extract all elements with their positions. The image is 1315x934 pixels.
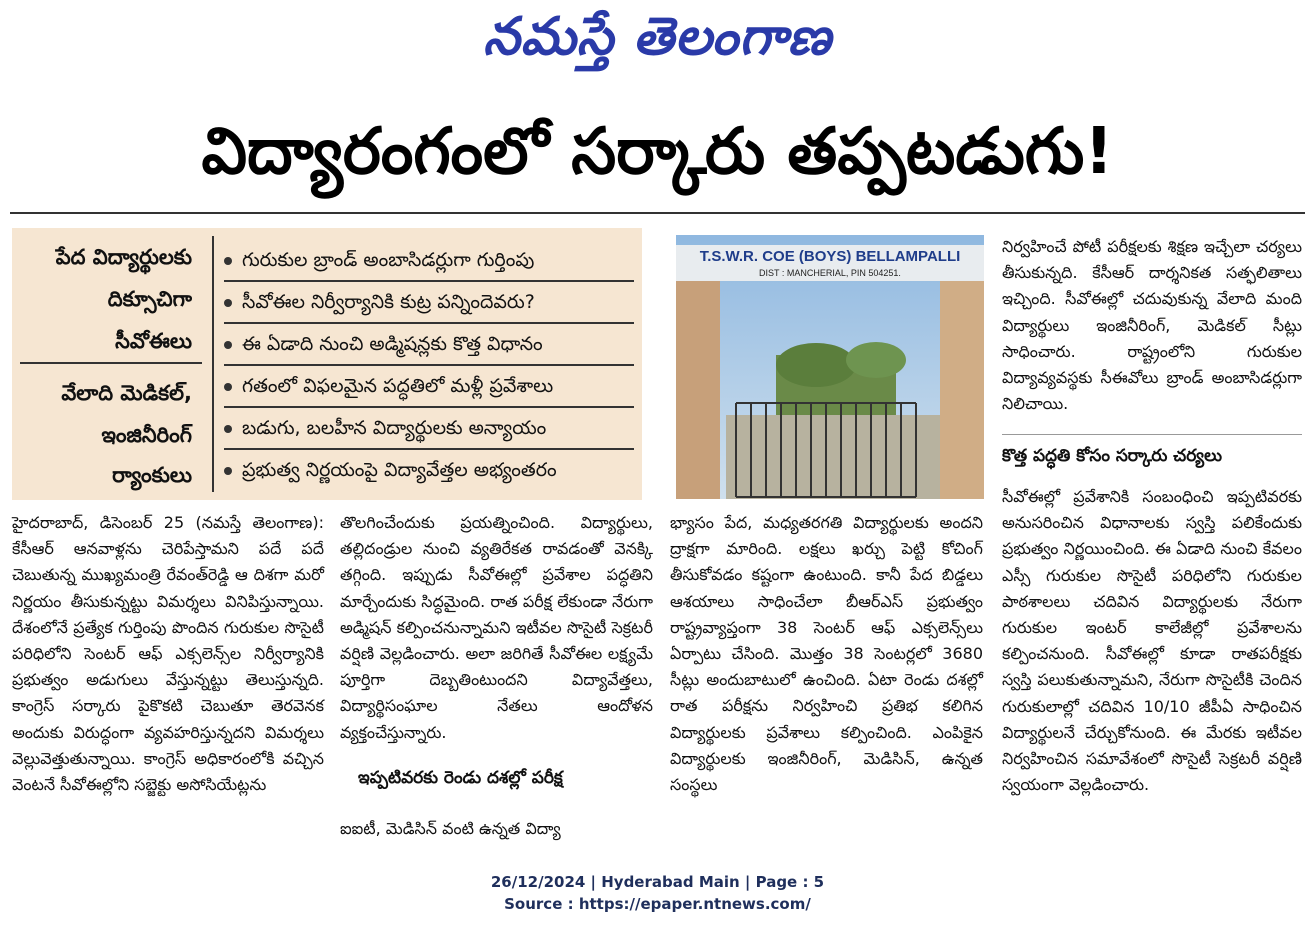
list-item (224, 366, 634, 408)
article-column-4b: సీవోఈల్లో ప్రవేశానికి సంబంధించి ఇప్పటివరకు అనుసరించిన విధానాలకు స్వస్తి పలికేందుకు ప్రభుత్వం నిర్ణయించింది. ఈ ఏడాది నుంచి కేవలం ఎస్సీ గురుకుల సొసైటీ పరిధిలోని గురుకుల పాఠశాలలు చదివిన విద్యార్థులకు నేరుగా గురుకుల ఇంటర్ కాలేజీల్లో ప్రవేశాలను కల్పించనుంది. సీవోఈల్లో కూడా రాతపరీక్షకు స్వస్తి పలుకుతున్నామని, నేరుగా సొసైటీకి చెందిన గురుకులాల్లో చదివిన 10/10 జీపీఏ సాధించిన విద్యార్థులనే చేర్చుకోనుంది. ఈ మేరకు ఇటీవల నిర్వహించిన సమావేశంలో సొసైటీ సెక్రటరీ వర్షిణి స్వయంగా వెల్లడించారు. (1002, 487, 1302, 795)
subhead: కొత్త పద్ధతి కోసం సర్కారు చర్యలు (1002, 446, 1223, 466)
photo-sign-text: T.S.W.R. COE (BOYS) BELLAMPALLI (699, 248, 961, 265)
article-column-2b: ఐఐటీ, మెడిసిన్ వంటి ఉన్నత విద్యా (340, 819, 561, 838)
list-item-text: గతంలో విఫలమైన పద్ధతిలో మళ్లీ ప్రవేశాలు (242, 375, 554, 397)
masthead-logo: నమస్తే తెలంగాణ (483, 6, 832, 67)
list-item (224, 450, 634, 490)
list-item-text: గురుకుల బ్రాండ్ అంబాసిడర్లుగా గుర్తింపు (242, 249, 535, 271)
bullet-icon (224, 383, 232, 391)
left-line: సీవోఈలు (115, 329, 192, 353)
subhead: ఇప్పటివరకు రెండు దశల్లో పరీక్ష (358, 768, 563, 788)
photo-sign-subtext: DIST : MANCHERIAL, PIN 504251. (759, 268, 901, 278)
list-item (224, 240, 634, 282)
left-line: వేలాది మెడికల్, (61, 381, 192, 405)
highlights-left-panel (12, 228, 204, 500)
highlights-box (12, 228, 642, 500)
article-column-4: నిర్వహించే పోటీ పరీక్షలకు శిక్షణ ఇచ్చేలా చర్యలు తీసుకున్నది. కేసీఆర్ దార్శనికత సత్ఫలితాలు ఇచ్చింది. సీవోఈల్లో చదువుకున్న వేలాది మంది విద్యార్థులు ఇంజినీరింగ్, మెడికల్ సీట్లు సాధించారు. రాష్ట్రంలోని గురుకుల విద్యావ్యవస్థకు సీఈవోలు బ్రాండ్ అంబాసిడర్లుగా నిలిచాయి. (1002, 237, 1302, 414)
highlights-list (224, 240, 634, 490)
footer-source-line: Source : https://epaper.ntnews.com/ (504, 895, 811, 913)
left-line: ఇంజినీరింగ్ (101, 423, 192, 447)
subhead-rule (1002, 434, 1302, 435)
list-item (224, 408, 634, 450)
bullet-icon (224, 299, 232, 307)
article-column-2: తొలగించేందుకు ప్రయత్నించింది. విద్యార్థులు, తల్లిదండ్రుల నుంచి వ్యతిరేకత రావడంతో వెనక్కి తగ్గింది. ఇప్పుడు సీవోఈల్లో ప్రవేశాల పద్ధతిని మార్చేందుకు సిద్ధమైంది. రాత పరీక్ష లేకుండా నేరుగా అడ్మిషన్ కల్పించనున్నామని ఇటీవల సొసైటీ సెక్రటరీ వర్షిణి వెల్లడించారు. అలా జరిగితే సీవోఈల లక్ష్యమే పూర్తిగా దెబ్బతింటుందని విద్యావేత్తలు, విద్యార్థిసంఘాల నేతలు ఆందోళన వ్యక్తంచేస్తున్నారు. (340, 513, 653, 742)
left-line: ర్యాంకులు (112, 463, 192, 487)
list-item-text: బడుగు, బలహీన విద్యార్థులకు అన్యాయం (242, 417, 547, 439)
school-gate-photo (676, 235, 984, 499)
list-item (224, 324, 634, 366)
bullet-icon (224, 425, 232, 433)
article-column-3: భ్యాసం పేద, మధ్యతరగతి విద్యార్థులకు అందని ద్రాక్షగా మారింది. లక్షలు ఖర్చు పెట్టి కోచింగ్ తీసుకోవడం కష్టంగా ఉంటుంది. కానీ పేద బిడ్డలు ఆశయాలు సాధించేలా బీఆర్‌ఎస్ ప్రభుత్వం రాష్ట్రవ్యాప్తంగా 38 సెంటర్ ఆఫ్ ఎక్సలెన్స్‌లు ఏర్పాటు చేసింది. మొత్తం 38 సెంటర్లలో 3680 సీట్లు అందుబాటులో ఉంచింది. ఏటా రెండు దశల్లో రాత పరీక్షను నిర్వహించి ప్రతిభ కలిగిన విద్యార్థులకు ప్రవేశాలు కల్పించింది. ఎంపికైన విద్యార్థులకు ఇంజినీరింగ్, మెడిసిన్, ఉన్నత సంస్థలు (670, 513, 983, 795)
left-line: దిక్సూచిగా (107, 287, 192, 311)
headline-rule (10, 212, 1305, 214)
bullet-icon (224, 467, 232, 475)
bullet-icon (224, 341, 232, 349)
list-item (224, 282, 634, 324)
list-item-text: ఈ ఏడాది నుంచి అడ్మిషన్లకు కొత్త విధానం (242, 333, 543, 355)
news-photo (676, 235, 984, 499)
headline: విద్యారంగంలో సర్కారు తప్పటడుగు! (201, 115, 1114, 189)
list-item-text: సీవోఈల నిర్వీర్యానికి కుట్ర పన్నిందెవరు? (242, 291, 535, 313)
left-line: పేద విద్యార్థులకు (55, 245, 192, 269)
list-item-text: ప్రభుత్వ నిర్ణయంపై విద్యావేత్తల అభ్యంతరం (242, 459, 557, 481)
article-column-1: హైదరాబాద్, డిసెంబర్ 25 (నమస్తే తెలంగాణ): కేసీఆర్ ఆనవాళ్లను చెరిపేస్తామని పదే పదే చెబుతున్న ముఖ్యమంత్రి రేవంత్‌రెడ్డి ఆ దిశగా మరో నిర్ణయం తీసుకున్నట్టు విమర్శలు వినిపిస్తున్నాయి. దేశంలోనే ప్రత్యేక గుర్తింపు పొందిన గురుకుల సొసైటీ పరిధిలోని సెంటర్ ఆఫ్ ఎక్సలెన్స్‌ల నిర్వీర్యానికి ప్రభుత్వం అడుగులు వేస్తున్నట్టు తెలుస్తున్నది. కాంగ్రెస్ సర్కారు పైకొకటి చెబుతూ తెరవెనక అందుకు విరుద్ధంగా వ్యవహరిస్తున్నదని విమర్శలు వెల్లువెత్తుతున్నాయి. కాంగ్రెస్ అధికారంలోకి వచ్చిన వెంటనే సీవోఈల్లోని సబ్జెక్టు అసోసియేట్లను (12, 513, 324, 795)
bullet-icon (224, 257, 232, 265)
footer-date-line: 26/12/2024 | Hyderabad Main | Page : 5 (490, 873, 825, 891)
left-divider (20, 362, 202, 364)
vertical-divider (212, 236, 214, 492)
